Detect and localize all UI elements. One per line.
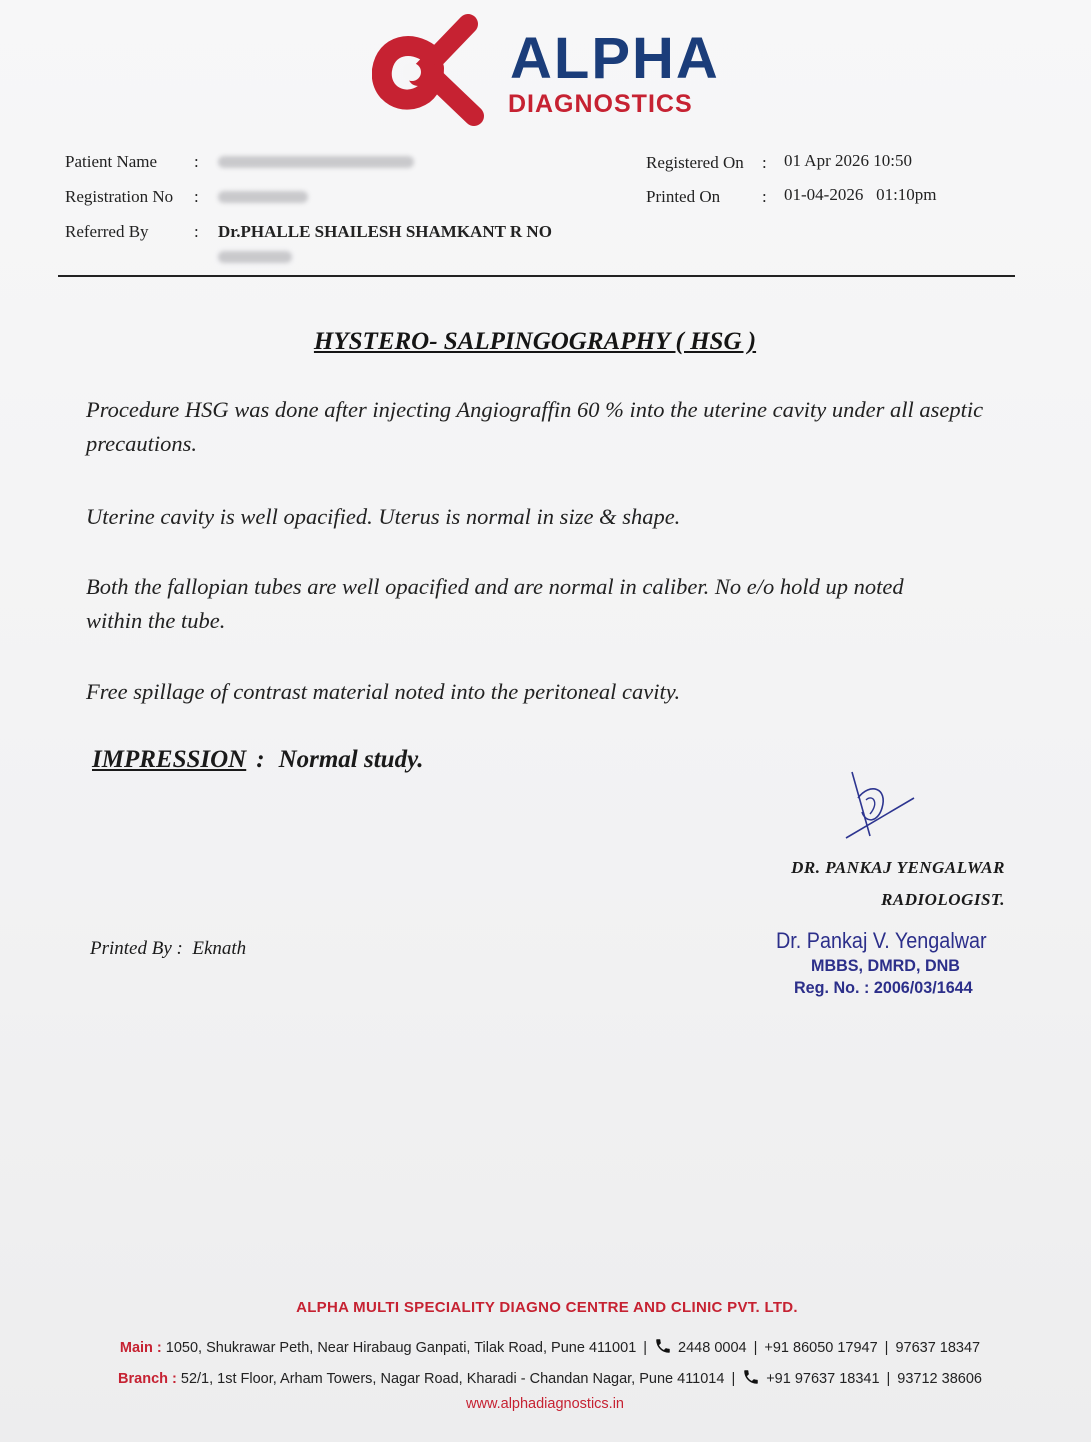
header-divider [58,275,1015,277]
finding-paragraph: Free spillage of contrast material noted into the peritoneal cavity. [86,679,681,704]
impression [92,746,423,774]
main-label: Main : [119,1340,162,1356]
stamp-reg-no: Reg. No. : 2006/03/1644 [794,978,973,997]
stamp-qualifications: MBBS, DMRD, DNB [811,956,960,975]
redacted-ref-no [218,251,292,263]
phone-icon [654,1337,672,1355]
redacted-patient-name [218,156,414,168]
alpha-logo [372,12,720,132]
registered-on-value: 01 Apr 2026 10:50 [784,151,912,170]
finding-paragraph: Uterine cavity is well opacified. Uterus is normal in size & shape. [86,504,681,529]
registration-no-label: Registration No [65,187,174,206]
doctor-title: RADIOLOGIST. [881,890,1005,909]
separator: | [643,1340,648,1356]
patient-info [0,152,1091,282]
printed-on-label: Printed On [646,187,721,206]
doctor-name: DR. PANKAJ YENGALWAR [791,858,1005,877]
colon: : [762,187,767,206]
doctor-stamp [776,928,1010,998]
branch-address: 52/1, 1st Floor, Arham Towers, Nagar Road, Kharadi - Chandan Nagar, Pune 411014 [180,1371,725,1387]
redacted-registration-no [218,191,308,203]
brand-subtitle: DIAGNOSTICS [508,90,693,118]
colon: : [194,222,199,241]
branch-label: Branch : [118,1371,177,1387]
branch-phone-1: +91 97637 18341 [766,1371,880,1387]
impression-value: Normal study. [278,746,424,773]
main-address-line [0,1337,1091,1356]
colon: : [762,153,767,172]
referred-by-label: Referred By [65,222,149,241]
finding-paragraph: Procedure HSG was done after injecting Angiograffin 60 % into the uterine cavity under all aseptic precautions. [86,397,984,456]
printed-on-value: 01-04-2026 01:10pm [784,185,937,204]
finding-paragraph: Both the fallopian tubes are well opacified and are normal in caliber. No e/o hold up noted within the tube. [86,574,904,633]
branch-address-line [0,1368,1091,1387]
phone-icon [742,1368,760,1386]
separator: | [886,1371,891,1387]
brand-name: ALPHA [510,26,720,91]
stamp-name: Dr. Pankaj V. Yengalwar [776,928,987,953]
referred-by-value: Dr.PHALLE SHAILESH SHAMKANT R NO [218,222,552,241]
main-address: 1050, Shukrawar Peth, Near Hirabaug Ganpati, Tilak Road, Pune 411001 [165,1340,637,1356]
impression-label: IMPRESSION [92,746,247,773]
impression-separator: : [256,746,265,773]
separator: | [731,1371,736,1387]
branch-phone-2: 93712 38606 [897,1371,982,1387]
website-link[interactable]: www.alphadiagnostics.in [466,1396,624,1412]
separator: | [753,1340,758,1356]
printed-by: Printed By : Eknath [90,938,247,959]
colon: : [194,152,199,171]
footer-company-name: ALPHA MULTI SPECIALITY DIAGNO CENTRE AND CLINIC PVT. LTD. [296,1299,798,1316]
registered-on-label: Registered On [646,153,744,172]
patient-name-label: Patient Name [65,152,158,171]
signature-icon [840,768,920,843]
main-phone-1: 2448 0004 [678,1340,747,1356]
main-phone-2: +91 86050 17947 [764,1340,878,1356]
alpha-logo-mark-icon [372,12,502,132]
report-title: HYSTERO- SALPINGOGRAPHY ( HSG ) [313,328,757,355]
separator: | [884,1340,889,1356]
main-phone-3: 97637 18347 [895,1340,981,1356]
colon: : [194,187,199,206]
